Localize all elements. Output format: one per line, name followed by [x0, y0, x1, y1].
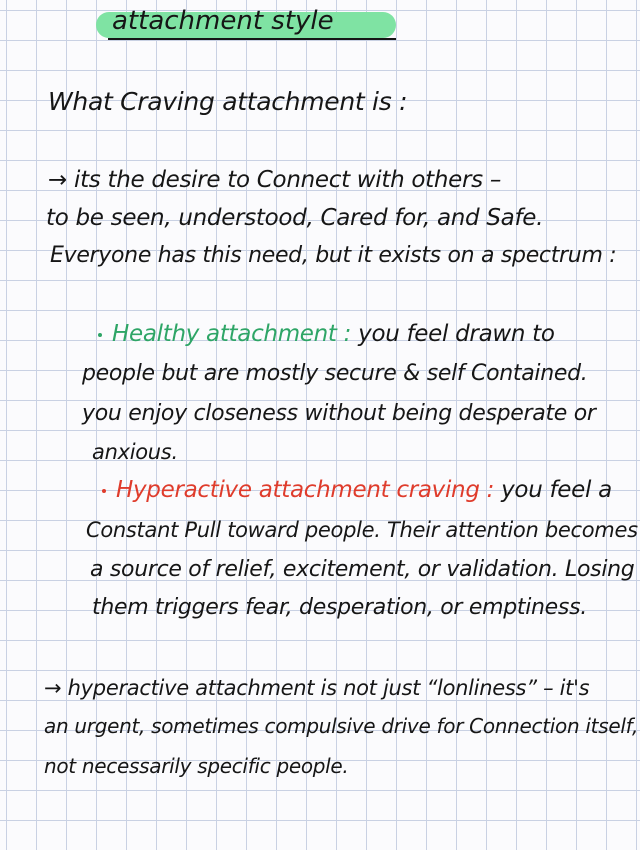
section-heading: What Craving attachment is :: [48, 87, 408, 116]
healthy-separator: :: [336, 321, 359, 347]
hyperactive-bullet: [102, 489, 106, 493]
hyperactive-line-2: Constant Pull toward people. Their attention becomes: [86, 518, 638, 542]
hyperactive-line-4: them triggers fear, desperation, or emptiness.: [92, 595, 587, 620]
intro-line-3: Everyone has this need, but it exists on a spectrum :: [50, 243, 617, 268]
note-line-1: → hyperactive attachment is not just “lonliness” – it's: [44, 676, 590, 700]
intro-line-1: → its the desire to Connect with others –: [48, 167, 502, 193]
healthy-line-1: [98, 320, 555, 348]
title-block: [96, 4, 396, 40]
hyperactive-line-1: [102, 476, 612, 504]
hyperactive-line-3: a source of relief, excitement, or validation. Losing: [90, 557, 635, 582]
note-line-3: not necessarily specific people.: [44, 754, 349, 778]
title-underline: [108, 38, 396, 40]
healthy-line-2: people but are mostly secure & self Contained.: [82, 361, 588, 386]
hyperactive-line-1-text: you feel a: [501, 477, 612, 503]
healthy-line-4: anxious.: [92, 440, 178, 464]
healthy-bullet: [98, 333, 102, 337]
healthy-label: Healthy attachment: [112, 321, 337, 347]
healthy-line-3: you enjoy closeness without being desperate or: [82, 401, 596, 426]
hyperactive-separator: :: [479, 477, 502, 503]
hyperactive-label: Hyperactive attachment craving: [116, 477, 480, 503]
intro-line-2: to be seen, understood, Cared for, and Safe.: [46, 205, 544, 231]
page-title: attachment style: [112, 6, 334, 36]
healthy-line-1-text: you feel drawn to: [358, 321, 555, 347]
note-line-2: an urgent, sometimes compulsive drive for Connection itself,: [44, 714, 639, 738]
